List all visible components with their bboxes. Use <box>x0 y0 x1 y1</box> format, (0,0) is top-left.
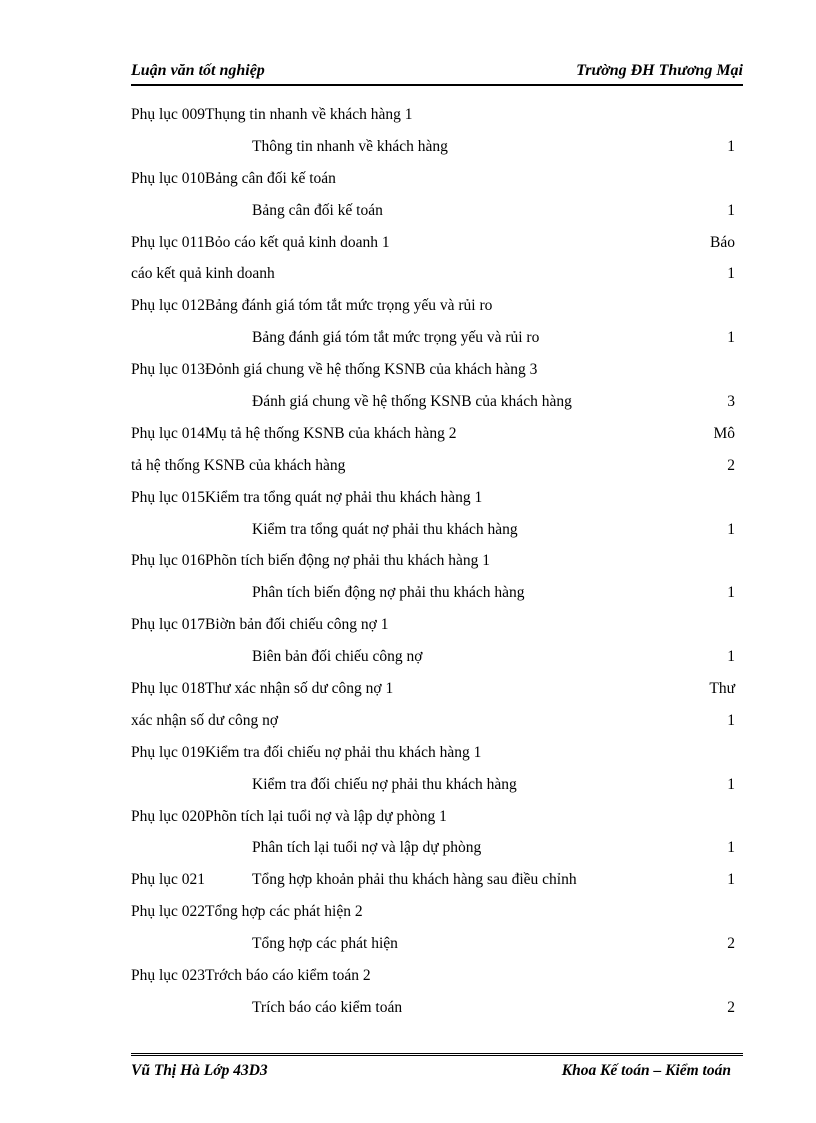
list-item-page-number: 2 <box>727 998 735 1016</box>
appendix-list <box>131 100 743 1025</box>
list-item-page-number: 1 <box>727 584 735 602</box>
list-item <box>131 355 743 387</box>
footer-author-label: Vũ Thị Hà Lớp 43D3 <box>131 1062 268 1079</box>
list-item <box>131 100 743 132</box>
list-item <box>131 706 743 738</box>
list-item-text: Phân tích lại tuổi nợ và lập dự phòng <box>252 839 482 857</box>
list-item-text: Phụ lục 013Đỏnh giá chung về hệ thống KSNB của khách hàng 3 <box>131 361 538 379</box>
list-item-text: Bảng đánh giá tóm tắt mức trọng yếu và rủi ro <box>252 329 540 347</box>
list-item <box>131 451 743 483</box>
list-item-page-number: 1 <box>727 137 735 155</box>
list-item-text: Bảng cân đối kế toán <box>252 201 383 219</box>
list-item-page-number: 1 <box>727 775 735 793</box>
list-item <box>131 291 743 323</box>
list-item-page-number: 1 <box>727 871 735 889</box>
list-item-text: Biên bản đối chiếu công nợ <box>252 648 423 666</box>
list-item-text: Kiểm tra tổng quát nợ phải thu khách hàng <box>252 520 518 538</box>
list-item <box>131 674 743 706</box>
list-item-text: Phụ lục 009Thụng tin nhanh về khách hàng 1 <box>131 106 413 123</box>
list-item <box>131 228 743 260</box>
footer-faculty-label: Khoa Kế toán – Kiểm toán <box>561 1062 731 1079</box>
list-item-page-number: 1 <box>727 648 735 666</box>
list-item-text: Trích báo cáo kiểm toán <box>252 998 403 1016</box>
list-item <box>131 164 743 196</box>
list-item-page-number: 1 <box>727 329 735 347</box>
list-item <box>131 132 743 164</box>
list-item <box>131 993 743 1025</box>
list-item-page-number: 1 <box>727 265 735 283</box>
list-item-text: Phụ lục 011Bỏo cáo kết quả kinh doanh 1 <box>131 233 390 251</box>
list-item <box>131 770 743 802</box>
list-item <box>131 610 743 642</box>
list-item-text: Phụ lục 017Biờn bản đối chiếu công nợ 1 <box>131 616 389 634</box>
list-item <box>131 642 743 674</box>
list-item-text: Đánh giá chung về hệ thống KSNB của khách hàng <box>252 393 572 411</box>
page-footer <box>131 1053 743 1079</box>
list-item <box>131 387 743 419</box>
list-item <box>131 196 743 228</box>
list-item-text: Phụ lục 020Phõn tích lại tuổi nợ và lập dự phòng 1 <box>131 807 447 825</box>
list-item-page-number: 1 <box>727 711 735 729</box>
list-item-page-number: 2 <box>727 456 735 474</box>
list-item <box>131 483 743 515</box>
list-item-text: Phụ lục 019Kiểm tra đối chiếu nợ phải thu khách hàng 1 <box>131 743 482 761</box>
list-item-text: Phụ lục 010Bảng cân đối kế toán <box>131 169 336 187</box>
list-item <box>131 865 743 897</box>
list-item <box>131 961 743 993</box>
list-item-text: Thông tin nhanh về khách hàng <box>252 137 448 155</box>
list-item <box>131 259 743 291</box>
list-item-title: Tổng hợp khoản phải thu khách hàng sau điều chỉnh <box>252 871 577 889</box>
page-header <box>131 58 743 86</box>
header-thesis-label: Luận văn tốt nghiệp <box>131 62 265 79</box>
list-item-text: Phụ lục 022Tổng hợp các phát hiện 2 <box>131 903 363 921</box>
header-university-label: Trường ĐH Thương Mại <box>576 62 743 79</box>
list-item <box>131 419 743 451</box>
list-item-text: Phụ lục 012Bảng đánh giá tóm tắt mức trọng yếu và rủi ro <box>131 297 493 315</box>
list-item-page-number: Thư <box>709 680 735 698</box>
list-item <box>131 546 743 578</box>
list-item-text: Kiểm tra đối chiếu nợ phải thu khách hàng <box>252 775 517 793</box>
list-item-text: cáo kết quả kinh doanh <box>131 265 275 283</box>
list-item <box>131 833 743 865</box>
list-item-page-number: 3 <box>727 393 735 411</box>
list-item-page-number: 1 <box>727 201 735 219</box>
list-item-text: tả hệ thống KSNB của khách hàng <box>131 456 346 474</box>
list-item-page-number: 2 <box>727 935 735 953</box>
list-item-page-number: Báo <box>710 233 735 251</box>
list-item <box>131 802 743 834</box>
list-item-text: Phụ lục 014Mụ tả hệ thống KSNB của khách hàng 2 <box>131 424 457 442</box>
list-item-page-number: 1 <box>727 520 735 538</box>
list-item <box>131 323 743 355</box>
list-item-text: Phân tích biến động nợ phải thu khách hàng <box>252 584 525 602</box>
list-item-text: Phụ lục 021 <box>131 871 206 889</box>
list-item-page-number: 1 <box>727 839 735 857</box>
list-item <box>131 578 743 610</box>
list-item-text: Phụ lục 016Phõn tích biến động nợ phải thu khách hàng 1 <box>131 552 491 570</box>
list-item <box>131 897 743 929</box>
list-item-page-number: Mô <box>713 424 735 442</box>
list-item-text: xác nhận số dư công nợ <box>131 711 279 729</box>
list-item-text: Tổng hợp các phát hiện <box>252 935 398 953</box>
list-item-text: Phụ lục 023Trớch báo cáo kiểm toán 2 <box>131 967 371 985</box>
list-item <box>131 738 743 770</box>
list-item-text: Phụ lục 018Thư xác nhận số dư công nợ 1 <box>131 680 394 698</box>
list-item <box>131 515 743 547</box>
list-item-text: Phụ lục 015Kiểm tra tổng quát nợ phải thu khách hàng 1 <box>131 488 483 506</box>
list-item <box>131 929 743 961</box>
